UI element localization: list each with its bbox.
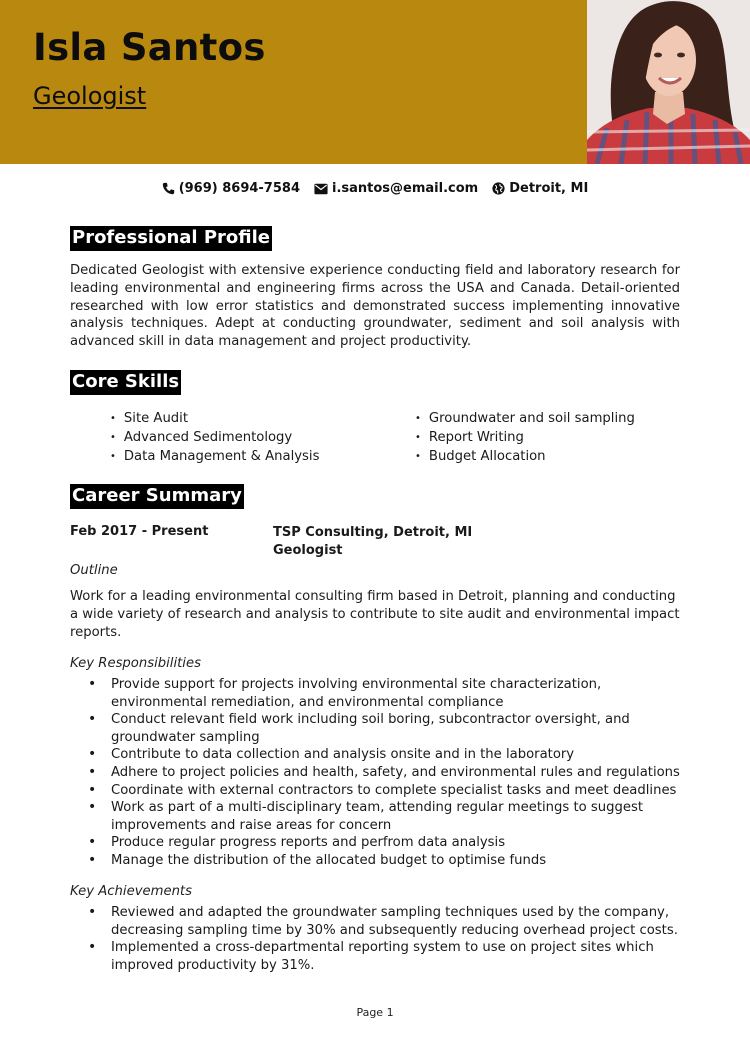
bullet-icon: •: [415, 413, 421, 424]
skill-item: • Data Management & Analysis: [110, 449, 320, 464]
email-text: i.santos@email.com: [332, 181, 479, 196]
responsibilities-list: [88, 676, 688, 870]
list-item: • Produce regular progress reports and perfrom data analysis: [88, 834, 506, 851]
list-item: • Manage the distribution of the allocated budget to optimise funds: [88, 851, 547, 868]
profile-photo-avatar: [587, 0, 750, 164]
skill-item: • Advanced Sedimentology: [110, 430, 293, 445]
bullet-icon: •: [88, 799, 97, 816]
job-title: Geologist: [33, 82, 147, 110]
bullet-icon: •: [88, 834, 97, 851]
header-banner: [0, 0, 587, 164]
bullet-icon: •: [88, 676, 97, 692]
outline-text: Work for a leading environmental consulting firm based in Detroit, planning and conducting a wide variety of research and analysis to contribute to site audit and environmental impact reports.: [70, 589, 680, 640]
job-role: Geologist: [273, 543, 343, 558]
bullet-icon: •: [88, 851, 97, 868]
contact-location: [492, 181, 588, 196]
skills-list: [110, 410, 670, 466]
achievements-label: Key Achievements: [70, 884, 192, 899]
profile-text: Dedicated Geologist with extensive experience conducting field and laboratory research for leading environmental and engineering firms across the USA and Canada. Detail-oriented researched with low error statistics and demonstrated success implementing innovative analysis techniques. Adept at conducting groundwater, sediment and soil analysis with advanced skill in data management and project productivity.: [70, 263, 680, 350]
bullet-icon: •: [88, 904, 97, 920]
location-text: Detroit, MI: [509, 181, 589, 196]
responsibilities-label: Key Responsibilities: [70, 656, 201, 671]
contact-email[interactable]: [314, 181, 478, 196]
bullet-icon: •: [88, 711, 97, 728]
bullet-icon: •: [415, 432, 421, 443]
bullet-icon: •: [110, 451, 116, 462]
candidate-name: Isla Santos: [33, 26, 266, 69]
outline-label: Outline: [70, 563, 118, 578]
list-item: • Provide support for projects involving environmental site characterization, environmental remediation, and environmental compliance: [88, 676, 602, 710]
bullet-icon: •: [88, 781, 97, 798]
contact-phone[interactable]: [162, 181, 300, 196]
job-employer: [273, 524, 472, 560]
bullet-icon: •: [88, 763, 97, 780]
phone-icon: [162, 182, 175, 195]
skill-item: • Groundwater and soil sampling: [415, 411, 635, 426]
list-item: • Implemented a cross-departmental reporting system to use on project sites which improved productivity by 31%.: [88, 939, 654, 973]
list-item: • Reviewed and adapted the groundwater sampling techniques used by the company, decreasing sampling time by 30% and subsequently reducing overhead project costs.: [88, 904, 678, 938]
list-item: • Coordinate with external contractors to complete specialist tasks and meet deadlines: [88, 781, 677, 798]
list-item: • Conduct relevant field work including soil boring, subcontractor oversight, and groundwater sampling: [88, 711, 630, 745]
list-item: • Adhere to project policies and health, safety, and environmental rules and regulations: [88, 763, 680, 780]
profile-heading: Professional Profile: [70, 226, 272, 251]
bullet-icon: •: [110, 413, 116, 424]
envelope-icon: [314, 183, 328, 195]
bullet-icon: •: [110, 432, 116, 443]
skills-heading: Core Skills: [70, 370, 181, 395]
globe-icon: [492, 182, 505, 195]
bullet-icon: •: [415, 451, 421, 462]
phone-text: (969) 8694-7584: [178, 181, 300, 196]
career-heading: Career Summary: [70, 484, 244, 509]
contact-bar: [0, 181, 750, 196]
job-date: Feb 2017 - Present: [70, 524, 209, 539]
page-number: Page 1: [356, 1006, 394, 1019]
employer-name: TSP Consulting, Detroit, MI: [273, 525, 473, 540]
list-item: • Work as part of a multi-disciplinary team, attending regular meetings to suggest improvements and raise areas for concern: [88, 799, 644, 833]
list-item: • Contribute to data collection and analysis onsite and in the laboratory: [88, 746, 575, 763]
skill-item: • Site Audit: [110, 411, 189, 426]
skill-item: • Budget Allocation: [415, 449, 546, 464]
achievements-list: [88, 904, 688, 974]
skill-item: • Report Writing: [415, 430, 524, 445]
profile-photo: [587, 0, 750, 164]
bullet-icon: •: [88, 746, 97, 763]
bullet-icon: •: [88, 939, 97, 956]
